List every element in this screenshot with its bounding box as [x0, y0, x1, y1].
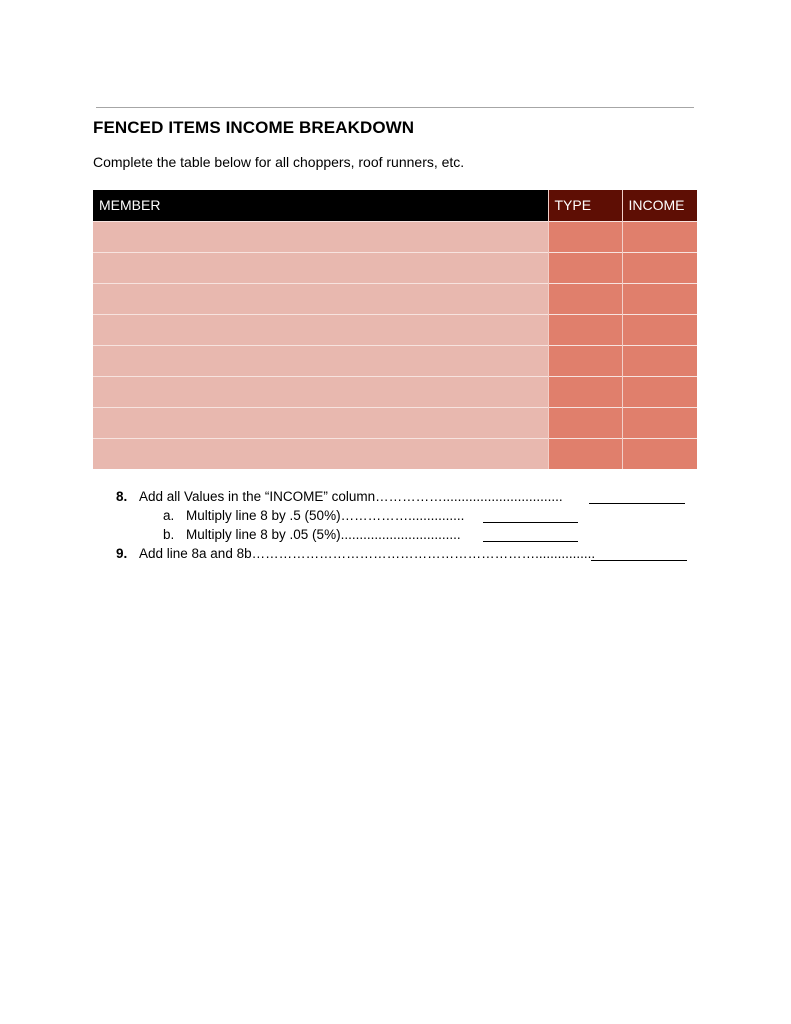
top-horizontal-rule — [96, 107, 694, 108]
line-8a-letter: a. — [163, 508, 175, 523]
income-cell[interactable] — [622, 314, 697, 345]
line-8-answer-blank[interactable] — [589, 503, 685, 504]
member-cell[interactable] — [93, 314, 548, 345]
member-cell[interactable] — [93, 438, 548, 469]
type-cell[interactable] — [548, 221, 622, 252]
column-header-income: INCOME — [622, 190, 697, 221]
table-row — [93, 283, 697, 314]
member-cell[interactable] — [93, 407, 548, 438]
line-8-number: 8. — [116, 489, 128, 504]
line-8b-letter: b. — [163, 527, 175, 542]
table-row — [93, 376, 697, 407]
type-cell[interactable] — [548, 407, 622, 438]
type-cell[interactable] — [548, 438, 622, 469]
type-cell[interactable] — [548, 283, 622, 314]
type-cell[interactable] — [548, 252, 622, 283]
table-row — [93, 252, 697, 283]
line-8a-text: Multiply line 8 by .5 (50%)……………............... — [186, 508, 465, 523]
table-row — [93, 438, 697, 469]
table-row — [93, 314, 697, 345]
income-cell[interactable] — [622, 407, 697, 438]
income-cell[interactable] — [622, 252, 697, 283]
income-table — [93, 190, 697, 469]
member-cell[interactable] — [93, 252, 548, 283]
income-cell[interactable] — [622, 221, 697, 252]
column-header-member: MEMBER — [93, 190, 548, 221]
line-8b-answer-blank[interactable] — [483, 541, 578, 542]
type-cell[interactable] — [548, 345, 622, 376]
member-cell[interactable] — [93, 221, 548, 252]
table-row — [93, 407, 697, 438]
table-header-row — [93, 190, 697, 221]
member-cell[interactable] — [93, 345, 548, 376]
line-8a-answer-blank[interactable] — [483, 522, 578, 523]
line-8b-text: Multiply line 8 by .05 (5%)................................ — [186, 527, 461, 542]
income-cell[interactable] — [622, 376, 697, 407]
income-cell[interactable] — [622, 438, 697, 469]
type-cell[interactable] — [548, 376, 622, 407]
column-header-type: TYPE — [548, 190, 622, 221]
line-9-answer-blank[interactable] — [591, 560, 687, 561]
table-row — [93, 221, 697, 252]
line-9-text: Add line 8a and 8b………………………………………………………................ — [139, 546, 596, 561]
line-9-number: 9. — [116, 546, 128, 561]
type-cell[interactable] — [548, 314, 622, 345]
instructions-text: Complete the table below for all choppers, roof runners, etc. — [93, 154, 465, 170]
table-row — [93, 345, 697, 376]
income-cell[interactable] — [622, 283, 697, 314]
member-cell[interactable] — [93, 283, 548, 314]
income-cell[interactable] — [622, 345, 697, 376]
member-cell[interactable] — [93, 376, 548, 407]
line-8-text: Add all Values in the “INCOME” column……………................................ — [139, 489, 563, 504]
page-title: FENCED ITEMS INCOME BREAKDOWN — [93, 118, 415, 137]
